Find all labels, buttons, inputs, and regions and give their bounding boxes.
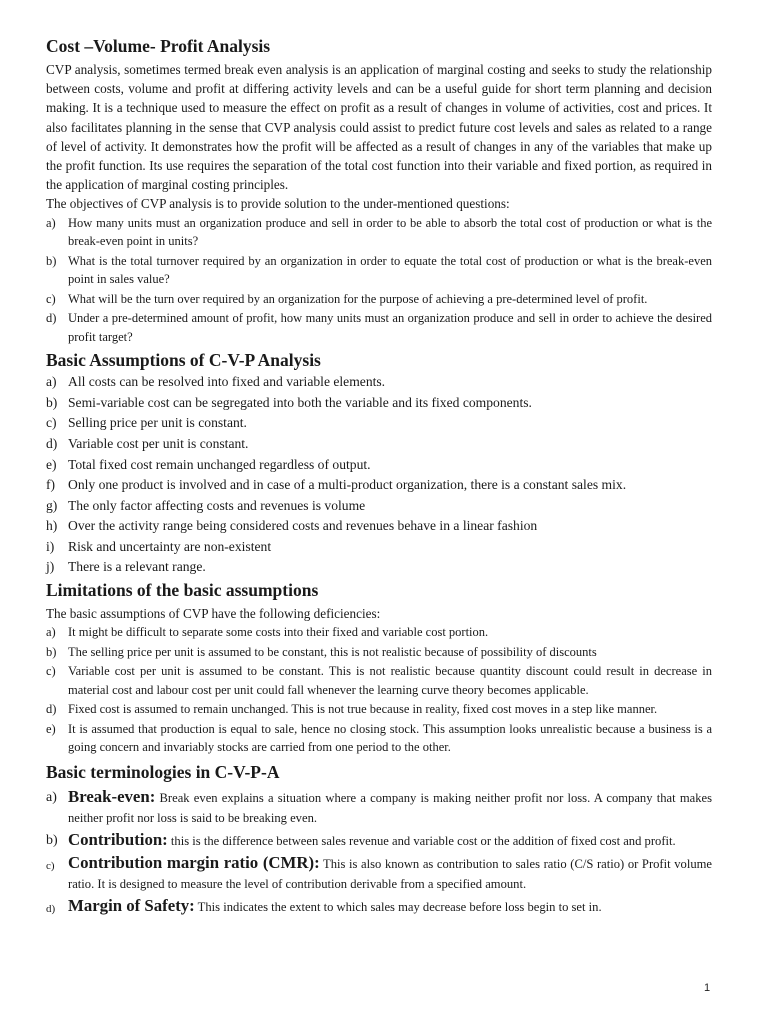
list-marker: e) [46,721,56,736]
list-item [46,413,712,434]
list-item-text: The only factor affecting costs and revenues is volume [68,497,366,513]
list-marker: f) [46,477,56,493]
list-item-text: The selling price per unit is assumed to be constant, this is not realistic because of possibility of discounts [68,644,597,659]
list-item-text: What is the total turnover required by an organization in order to equate the total cost of production or what is the break-even point in sales value? [68,253,712,287]
limitations-list [46,623,712,757]
cvp-intro-paragraph: CVP analysis, sometimes termed break even analysis is an application of marginal costing and seeks to study the relationship between costs, volume and profit at differing activity levels and can be a useful guide for short term planning and decision making. It is a technique used to measure the effect on profit as a result of changes in volume of activities, cost and prices. It also facilitates planning in the sense that CVP analysis could assist to predict future cost levels and sales as related to a range of level of activity. It demonstrates how the profit will be affected as a result of changes in any of the variables that make up the profit function. Its use requires the separation of the total cost function into their variable and fixed portion, as required in the application of marginal costing principles. [46,62,712,193]
list-item [46,896,712,917]
document-page [46,34,712,917]
list-marker: d) [46,702,57,717]
list-item-text: Variable cost per unit is assumed to be constant. This is not realistic because quantity discount could result in decrease in material cost and labour cost per unit could fall whenever the learning curve theory becomes applicable. [68,664,712,697]
list-item [46,662,712,699]
list-item [46,496,712,517]
list-item-text: Variable cost per unit is constant. [68,435,249,451]
term-contribution: Contribution: [68,829,168,849]
heading-terminologies: Basic terminologies in C-V-P-A [46,761,280,782]
list-item-text: Semi-variable cost can be segregated into both the variable and its fixed components. [68,394,532,410]
term-contribution-margin-ratio: Contribution margin ratio (CMR): [68,852,320,872]
list-item [46,309,712,346]
list-marker: c) [46,859,55,872]
term-definition: Break even explains a situation where a company is making neither profit nor loss. A company that makes neither profit nor loss is said to be breaking even. [68,790,712,825]
list-item-text: All costs can be resolved into fixed and variable elements. [68,374,386,390]
list-item-text: It is assumed that production is equal to sale, hence no closing stock. This assumption looks unrealistic because a business is a going concern and invariably stocks are carried from one period to the other. [68,721,712,755]
objectives-list [46,214,712,347]
term-definition: This is also known as contribution to sales ratio (C/S ratio) or Profit volume ratio. It is designed to measure the level of contribution derivable from a specified amount. [68,856,713,891]
list-item [46,537,712,558]
list-item [46,643,712,662]
list-marker: c) [46,415,57,431]
term-definition: this is the difference between sales revenue and variable cost or the addition of fixed cost and profit. [167,833,676,848]
list-marker: a) [46,215,56,230]
list-marker: d) [46,311,57,326]
list-item [46,393,712,414]
list-item-text: Fixed cost is assumed to remain unchanged. This is not true because in reality, fixed cost moves in a step like manner. [68,702,658,717]
list-marker: i) [46,538,55,554]
terminology-list [46,787,712,917]
list-item-text: What will be the turn over required by an organization for the purpose of achieving a pre-determined level of profit. [68,291,648,306]
list-item [46,214,712,251]
list-item-text: Only one product is involved and in case of a multi-product organization, there is a constant sales mix. [68,477,627,493]
list-item [46,830,712,851]
list-marker: a) [46,625,56,640]
list-item-text: There is a relevant range. [68,559,206,575]
list-marker: b) [46,253,57,268]
list-item-text: Risk and uncertainty are non-existent [68,538,272,554]
list-item-text: Total fixed cost remain unchanged regardless of output. [68,456,371,472]
list-marker: c) [46,291,56,306]
list-item [46,787,712,828]
list-item-text: Under a pre-determined amount of profit, how many units must an organization produce and sell in order to achieve the desired profit target? [68,311,712,344]
list-item-text: It might be difficult to separate some costs into their fixed and variable cost portion. [68,625,489,640]
list-item [46,853,712,894]
list-item [46,516,712,537]
list-item-text: Over the activity range being considered costs and revenues behave in a linear fashion [68,518,538,534]
term-break-even: Break-even: [68,786,156,806]
list-marker: e) [46,456,57,472]
list-marker: g) [46,497,58,513]
list-marker: b) [46,644,57,659]
heading-cvp-analysis: Cost –Volume- Profit Analysis [46,36,271,56]
list-item [46,252,712,289]
list-item [46,290,712,309]
list-item [46,623,712,642]
list-item [46,720,712,757]
heading-limitations: Limitations of the basic assumptions [46,580,319,601]
list-marker: b) [46,394,58,410]
page-number: 1 [704,982,711,994]
list-marker: j) [46,559,55,575]
limitations-intro: The basic assumptions of CVP have the following deficiencies: [46,606,381,622]
list-marker: b) [46,832,58,848]
list-marker: c) [46,664,56,679]
list-item-text: How many units must an organization produce and sell in order to be able to absorb the total cost of production or what is the break-even point in units? [68,215,712,249]
list-marker: h) [46,518,58,534]
objectives-intro: The objectives of CVP analysis is to provide solution to the under-mentioned questions: [46,196,510,212]
assumptions-list [46,372,712,578]
list-item [46,434,712,455]
list-item-text: Selling price per unit is constant. [68,415,247,431]
list-item [46,455,712,476]
list-item [46,372,712,393]
term-margin-of-safety: Margin of Safety: [68,895,195,915]
list-item [46,475,712,496]
heading-basic-assumptions: Basic Assumptions of C-V-P Analysis [46,350,321,371]
list-marker: a) [46,789,57,805]
list-item [46,557,712,578]
list-marker: a) [46,374,57,390]
list-marker: d) [46,435,58,451]
term-definition: This indicates the extent to which sales may decrease before loss begin to set in. [194,899,602,914]
list-item [46,700,712,719]
list-marker: d) [46,902,56,915]
